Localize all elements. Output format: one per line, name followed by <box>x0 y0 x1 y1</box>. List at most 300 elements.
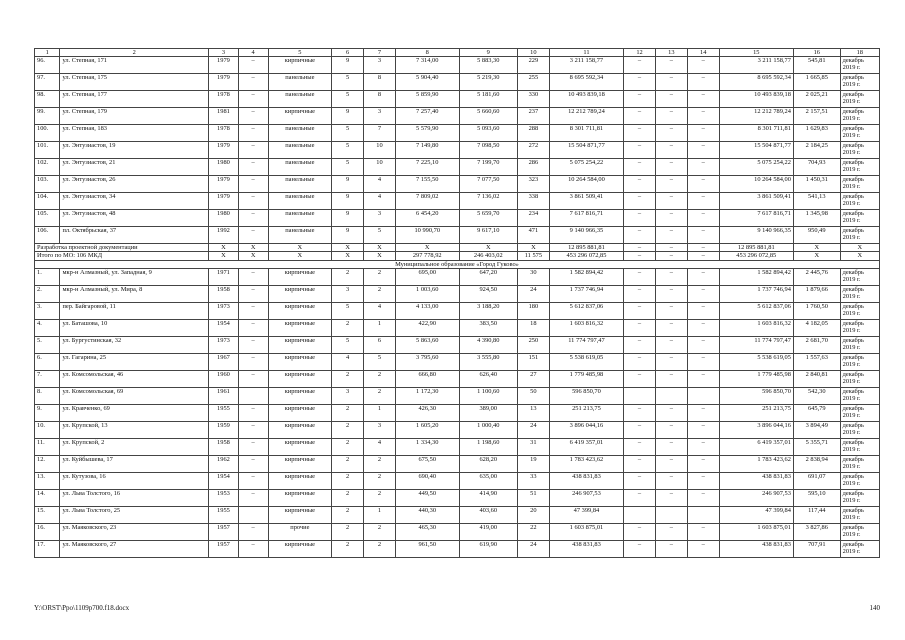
col13: – <box>655 125 687 142</box>
table-row <box>35 57 880 74</box>
wall-material: панельные <box>268 74 332 91</box>
table-row <box>35 353 880 370</box>
completion-date: декабрь 2019 г. <box>840 176 879 193</box>
regional-fund-cost: 1 779 485,98 <box>719 370 793 387</box>
col14: – <box>687 540 719 557</box>
col4: – <box>238 57 268 74</box>
residents: 272 <box>517 142 549 159</box>
regional-fund-cost: 7 617 816,71 <box>719 210 793 227</box>
total-cost: 246 907,53 <box>549 489 623 506</box>
total-area: 6 454,20 <box>395 210 459 227</box>
total-area: 1 172,30 <box>395 387 459 404</box>
entrances: 2 <box>364 523 396 540</box>
col4 <box>238 506 268 523</box>
completion-date: декабрь 2019 г. <box>840 421 879 438</box>
row-number: 10. <box>35 421 60 438</box>
cost-per-sqm: 950,49 <box>793 227 840 244</box>
cost-per-sqm: 2 838,94 <box>793 455 840 472</box>
floors: 2 <box>332 370 364 387</box>
address: пл. Октябрьская, 37 <box>60 227 209 244</box>
residents: 27 <box>517 370 549 387</box>
col13: – <box>655 319 687 336</box>
section-title: Муниципальное образование «Город Гуково» <box>35 260 880 268</box>
table-row <box>35 227 880 244</box>
col14: – <box>687 455 719 472</box>
col4: – <box>238 125 268 142</box>
address: ул. Льва Толстого, 25 <box>60 506 209 523</box>
row-number: 101. <box>35 142 60 159</box>
col4: – <box>238 540 268 557</box>
living-area: 635,00 <box>459 472 517 489</box>
living-area: 4 390,80 <box>459 336 517 353</box>
column-number: 3 <box>209 49 239 57</box>
wall-material: кирпичные <box>268 421 332 438</box>
col4: – <box>238 193 268 210</box>
wall-material: кирпичные <box>268 370 332 387</box>
completion-date: декабрь 2019 г. <box>840 353 879 370</box>
summary-cell: X <box>395 244 459 252</box>
col14: – <box>687 285 719 302</box>
completion-date: декабрь 2019 г. <box>840 91 879 108</box>
completion-date: декабрь 2019 г. <box>840 142 879 159</box>
living-area: 5 660,60 <box>459 108 517 125</box>
entrances: 1 <box>364 506 396 523</box>
col13 <box>655 387 687 404</box>
summary-cell: – <box>624 252 656 260</box>
floors: 5 <box>332 125 364 142</box>
col13: – <box>655 159 687 176</box>
residents: 288 <box>517 125 549 142</box>
residents: 330 <box>517 91 549 108</box>
summary-cell: X <box>209 252 239 260</box>
address: ул. Кутузова, 16 <box>60 472 209 489</box>
summary-label: Разработка проектной документации <box>35 244 209 252</box>
residents: 24 <box>517 540 549 557</box>
total-cost: 6 419 357,01 <box>549 438 623 455</box>
total-cost: 10 264 584,00 <box>549 176 623 193</box>
column-number-header <box>35 49 880 57</box>
address: ул. Степная, 177 <box>60 91 209 108</box>
column-number: 11 <box>549 49 623 57</box>
summary-cell: X <box>209 244 239 252</box>
col14: – <box>687 57 719 74</box>
wall-material: кирпичные <box>268 387 332 404</box>
living-area: 414,90 <box>459 489 517 506</box>
year-built: 1971 <box>209 268 239 285</box>
table-row <box>35 74 880 91</box>
cost-per-sqm: 691,07 <box>793 472 840 489</box>
regional-fund-cost: 10 493 839,18 <box>719 91 793 108</box>
total-area: 5 859,90 <box>395 91 459 108</box>
col14: – <box>687 142 719 159</box>
table-body <box>35 49 880 558</box>
total-cost: 5 538 619,05 <box>549 353 623 370</box>
total-cost: 8 301 711,81 <box>549 125 623 142</box>
cost-per-sqm: 117,44 <box>793 506 840 523</box>
table-row <box>35 387 880 404</box>
address: ул. Степная, 179 <box>60 108 209 125</box>
residents: 323 <box>517 176 549 193</box>
wall-material: кирпичные <box>268 268 332 285</box>
col14: – <box>687 336 719 353</box>
entrances: 8 <box>364 91 396 108</box>
total-area: 7 257,40 <box>395 108 459 125</box>
wall-material: кирпичные <box>268 108 332 125</box>
total-cost: 1 603 816,32 <box>549 319 623 336</box>
entrances: 2 <box>364 472 396 489</box>
living-area: 626,40 <box>459 370 517 387</box>
col14 <box>687 506 719 523</box>
regional-fund-cost: 1 582 894,42 <box>719 268 793 285</box>
living-area: 5 883,30 <box>459 57 517 74</box>
entrances: 10 <box>364 159 396 176</box>
col4: – <box>238 210 268 227</box>
year-built: 1957 <box>209 540 239 557</box>
regional-fund-cost: 246 907,53 <box>719 489 793 506</box>
living-area: 1 198,60 <box>459 438 517 455</box>
col14: – <box>687 125 719 142</box>
total-cost: 1 779 485,98 <box>549 370 623 387</box>
col14: – <box>687 489 719 506</box>
col13: – <box>655 421 687 438</box>
year-built: 1979 <box>209 176 239 193</box>
completion-date: декабрь 2019 г. <box>840 125 879 142</box>
summary-cell: 246 403,02 <box>459 252 517 260</box>
table-row <box>35 489 880 506</box>
col12: – <box>624 455 656 472</box>
table-row <box>35 472 880 489</box>
summary-cell: X <box>840 252 879 260</box>
completion-date: декабрь 2019 г. <box>840 57 879 74</box>
year-built: 1978 <box>209 125 239 142</box>
year-built: 1959 <box>209 421 239 438</box>
column-number: 2 <box>60 49 209 57</box>
table-row <box>35 438 880 455</box>
wall-material: панельные <box>268 142 332 159</box>
total-cost: 1 737 746,94 <box>549 285 623 302</box>
year-built: 1955 <box>209 404 239 421</box>
total-area: 7 149,80 <box>395 142 459 159</box>
completion-date: декабрь 2019 г. <box>840 302 879 319</box>
col14: – <box>687 421 719 438</box>
floors: 2 <box>332 455 364 472</box>
completion-date: декабрь 2019 г. <box>840 472 879 489</box>
total-cost: 3 896 044,16 <box>549 421 623 438</box>
completion-date: декабрь 2019 г. <box>840 159 879 176</box>
row-number: 13. <box>35 472 60 489</box>
residents: 51 <box>517 489 549 506</box>
year-built: 1992 <box>209 227 239 244</box>
completion-date: декабрь 2019 г. <box>840 387 879 404</box>
completion-date: декабрь 2019 г. <box>840 193 879 210</box>
living-area: 389,00 <box>459 404 517 421</box>
col12: – <box>624 285 656 302</box>
col12: – <box>624 319 656 336</box>
entrances: 2 <box>364 540 396 557</box>
completion-date: декабрь 2019 г. <box>840 506 879 523</box>
row-number: 4. <box>35 319 60 336</box>
address: ул. Маяковского, 27 <box>60 540 209 557</box>
entrances: 10 <box>364 142 396 159</box>
total-cost: 3 861 509,41 <box>549 193 623 210</box>
table-row <box>35 210 880 227</box>
cost-per-sqm: 2 681,70 <box>793 336 840 353</box>
residents: 24 <box>517 421 549 438</box>
summary-cell: X <box>793 252 840 260</box>
wall-material: кирпичные <box>268 57 332 74</box>
regional-fund-cost: 5 538 619,05 <box>719 353 793 370</box>
cost-per-sqm: 1 879,66 <box>793 285 840 302</box>
summary-cell: 453 296 072,85 <box>549 252 623 260</box>
address: ул. Энтузиастов, 26 <box>60 176 209 193</box>
entrances: 5 <box>364 353 396 370</box>
floors: 2 <box>332 421 364 438</box>
regional-fund-cost: 1 603 816,32 <box>719 319 793 336</box>
column-number: 7 <box>364 49 396 57</box>
col13: – <box>655 353 687 370</box>
summary-cell: – <box>687 244 719 252</box>
residents: 20 <box>517 506 549 523</box>
col13: – <box>655 142 687 159</box>
entrances: 1 <box>364 319 396 336</box>
col4: – <box>238 455 268 472</box>
col13: – <box>655 489 687 506</box>
living-area: 383,50 <box>459 319 517 336</box>
cost-per-sqm: 2 157,51 <box>793 108 840 125</box>
wall-material: кирпичные <box>268 404 332 421</box>
table-row <box>35 159 880 176</box>
column-number: 4 <box>238 49 268 57</box>
wall-material: панельные <box>268 159 332 176</box>
col4: – <box>238 268 268 285</box>
floors: 3 <box>332 285 364 302</box>
row-number: 11. <box>35 438 60 455</box>
total-row <box>35 252 880 260</box>
col14: – <box>687 353 719 370</box>
total-area: 4 133,00 <box>395 302 459 319</box>
row-number: 1. <box>35 268 60 285</box>
row-number: 9. <box>35 404 60 421</box>
col12: – <box>624 74 656 91</box>
table-row <box>35 370 880 387</box>
wall-material: панельные <box>268 210 332 227</box>
col14: – <box>687 74 719 91</box>
summary-cell: – <box>655 252 687 260</box>
row-number: 99. <box>35 108 60 125</box>
regional-fund-cost: 12 212 789,24 <box>719 108 793 125</box>
total-cost: 5 075 254,22 <box>549 159 623 176</box>
completion-date: декабрь 2019 г. <box>840 404 879 421</box>
summary-cell: X <box>332 252 364 260</box>
col13: – <box>655 523 687 540</box>
col4: – <box>238 472 268 489</box>
col14: – <box>687 91 719 108</box>
total-area: 7 809,02 <box>395 193 459 210</box>
col14: – <box>687 523 719 540</box>
row-number: 97. <box>35 74 60 91</box>
column-number: 1 <box>35 49 60 57</box>
col12: – <box>624 91 656 108</box>
col4: – <box>238 159 268 176</box>
col13: – <box>655 210 687 227</box>
col14: – <box>687 227 719 244</box>
summary-cell: X <box>238 244 268 252</box>
living-area: 5 219,30 <box>459 74 517 91</box>
col4: – <box>238 91 268 108</box>
living-area: 7 077,50 <box>459 176 517 193</box>
total-area: 666,80 <box>395 370 459 387</box>
row-number: 96. <box>35 57 60 74</box>
floors: 2 <box>332 540 364 557</box>
residents: 50 <box>517 387 549 404</box>
summary-cell: 297 778,92 <box>395 252 459 260</box>
cost-per-sqm: 595,10 <box>793 489 840 506</box>
cost-per-sqm: 2 184,25 <box>793 142 840 159</box>
cost-per-sqm: 1 557,63 <box>793 353 840 370</box>
total-cost: 596 850,70 <box>549 387 623 404</box>
regional-fund-cost: 47 399,84 <box>719 506 793 523</box>
entrances: 1 <box>364 404 396 421</box>
address: ул. Комсомольская, 46 <box>60 370 209 387</box>
row-number: 16. <box>35 523 60 540</box>
year-built: 1981 <box>209 108 239 125</box>
entrances: 2 <box>364 387 396 404</box>
total-area: 5 904,40 <box>395 74 459 91</box>
residents: 234 <box>517 210 549 227</box>
col12: – <box>624 438 656 455</box>
residents: 151 <box>517 353 549 370</box>
wall-material: панельные <box>268 227 332 244</box>
total-area: 426,30 <box>395 404 459 421</box>
col13: – <box>655 57 687 74</box>
col13: – <box>655 108 687 125</box>
cost-per-sqm: 5 355,71 <box>793 438 840 455</box>
wall-material: кирпичные <box>268 302 332 319</box>
col4: – <box>238 227 268 244</box>
table-row <box>35 125 880 142</box>
entrances: 3 <box>364 57 396 74</box>
col13: – <box>655 455 687 472</box>
address: ул. Крупской, 2 <box>60 438 209 455</box>
total-cost: 438 831,83 <box>549 472 623 489</box>
address: ул. Комсомольская, 69 <box>60 387 209 404</box>
year-built: 1954 <box>209 319 239 336</box>
year-built: 1962 <box>209 455 239 472</box>
col4: – <box>238 302 268 319</box>
entrances: 5 <box>364 227 396 244</box>
regional-fund-cost: 6 419 357,01 <box>719 438 793 455</box>
year-built: 1973 <box>209 336 239 353</box>
total-area: 1 003,60 <box>395 285 459 302</box>
year-built: 1979 <box>209 193 239 210</box>
col12: – <box>624 489 656 506</box>
living-area: 9 617,10 <box>459 227 517 244</box>
wall-material: кирпичные <box>268 353 332 370</box>
floors: 4 <box>332 353 364 370</box>
total-area: 440,30 <box>395 506 459 523</box>
residents: 250 <box>517 336 549 353</box>
col12: – <box>624 108 656 125</box>
col13: – <box>655 336 687 353</box>
total-cost: 7 617 816,71 <box>549 210 623 227</box>
living-area: 619,90 <box>459 540 517 557</box>
regional-fund-cost: 8 695 592,34 <box>719 74 793 91</box>
wall-material: прочие <box>268 523 332 540</box>
cost-per-sqm: 2 025,21 <box>793 91 840 108</box>
summary-cell: – <box>655 244 687 252</box>
floors: 5 <box>332 74 364 91</box>
floors: 5 <box>332 336 364 353</box>
completion-date: декабрь 2019 г. <box>840 227 879 244</box>
floors: 3 <box>332 387 364 404</box>
wall-material: кирпичные <box>268 336 332 353</box>
completion-date: декабрь 2019 г. <box>840 285 879 302</box>
year-built: 1979 <box>209 142 239 159</box>
floors: 2 <box>332 438 364 455</box>
wall-material: кирпичные <box>268 455 332 472</box>
col13: – <box>655 404 687 421</box>
regional-fund-cost: 9 140 966,35 <box>719 227 793 244</box>
row-number: 5. <box>35 336 60 353</box>
total-area: 961,50 <box>395 540 459 557</box>
table-row <box>35 421 880 438</box>
entrances: 2 <box>364 268 396 285</box>
page-number: 140 <box>869 604 880 612</box>
total-area: 10 990,70 <box>395 227 459 244</box>
col12: – <box>624 227 656 244</box>
year-built: 1980 <box>209 159 239 176</box>
cost-per-sqm: 645,79 <box>793 404 840 421</box>
total-area: 422,90 <box>395 319 459 336</box>
cost-per-sqm: 3 827,86 <box>793 523 840 540</box>
living-area: 5 093,60 <box>459 125 517 142</box>
address: ул. Энтузиастов, 19 <box>60 142 209 159</box>
completion-date: декабрь 2019 г. <box>840 336 879 353</box>
regional-fund-cost: 1 737 746,94 <box>719 285 793 302</box>
cost-per-sqm: 1 629,83 <box>793 125 840 142</box>
residents: 286 <box>517 159 549 176</box>
col14: – <box>687 472 719 489</box>
address: ул. Маяковского, 23 <box>60 523 209 540</box>
regional-fund-cost: 3 861 509,41 <box>719 193 793 210</box>
col12: – <box>624 540 656 557</box>
col13: – <box>655 227 687 244</box>
floors: 9 <box>332 210 364 227</box>
regional-fund-cost: 1 783 423,62 <box>719 455 793 472</box>
total-area: 7 225,10 <box>395 159 459 176</box>
regional-fund-cost: 15 504 871,77 <box>719 142 793 159</box>
regional-fund-cost: 11 774 797,47 <box>719 336 793 353</box>
completion-date: декабрь 2019 г. <box>840 74 879 91</box>
total-cost: 15 504 871,77 <box>549 142 623 159</box>
col4: – <box>238 319 268 336</box>
col14: – <box>687 210 719 227</box>
row-number: 6. <box>35 353 60 370</box>
col12: – <box>624 472 656 489</box>
regional-fund-cost: 10 264 584,00 <box>719 176 793 193</box>
housing-repair-table <box>34 48 880 558</box>
col12: – <box>624 370 656 387</box>
total-area: 695,00 <box>395 268 459 285</box>
year-built: 1980 <box>209 210 239 227</box>
wall-material: кирпичные <box>268 472 332 489</box>
summary-cell: X <box>332 244 364 252</box>
col4: – <box>238 370 268 387</box>
floors: 5 <box>332 142 364 159</box>
floors: 9 <box>332 108 364 125</box>
entrances: 7 <box>364 125 396 142</box>
living-area: 7 098,50 <box>459 142 517 159</box>
